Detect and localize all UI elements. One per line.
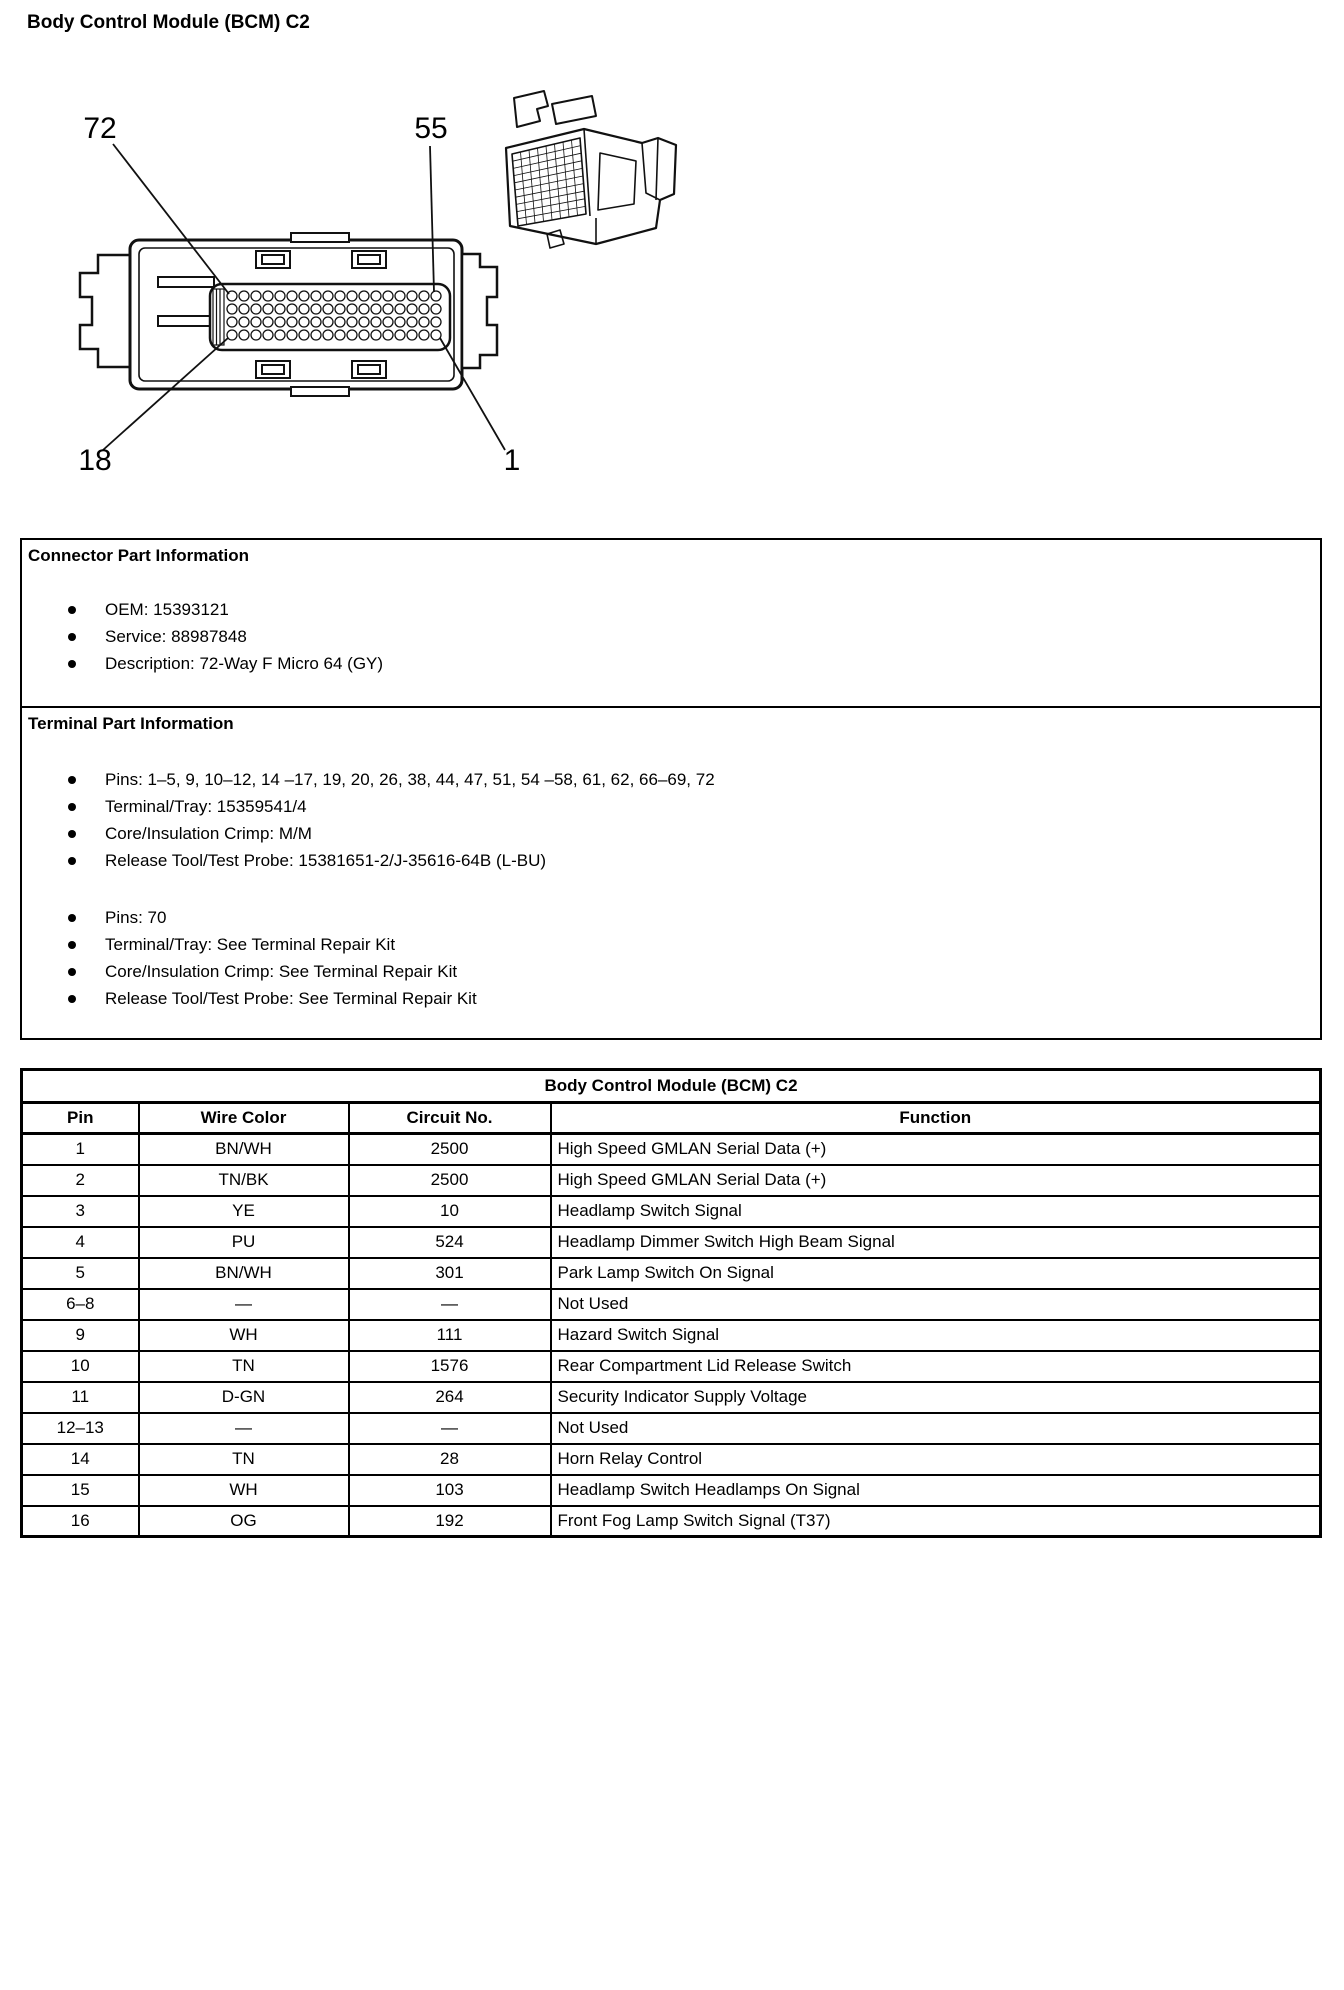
circuit-no-cell: 2500 (349, 1165, 551, 1196)
pinout-table (20, 1068, 1322, 1538)
function-cell: Headlamp Dimmer Switch High Beam Signal (551, 1227, 1321, 1258)
column-header-wire-color: Wire Color (139, 1103, 349, 1134)
circuit-no-cell: 264 (349, 1382, 551, 1413)
table-row (22, 1134, 1321, 1165)
terminal-info-item: Release Tool/Test Probe: See Terminal Repair Kit (22, 985, 1320, 1012)
function-cell: Headlamp Switch Headlamps On Signal (551, 1475, 1321, 1506)
pin-label-18: 18 (78, 444, 112, 477)
terminal-info-item: Terminal/Tray: See Terminal Repair Kit (22, 931, 1320, 958)
function-cell: Security Indicator Supply Voltage (551, 1382, 1321, 1413)
terminal-info-item: Terminal/Tray: 15359541/4 (22, 793, 1320, 820)
circuit-no-cell: 301 (349, 1258, 551, 1289)
pin-cell: 14 (22, 1444, 139, 1475)
table-row (22, 1506, 1321, 1537)
connector-iso-view (506, 91, 676, 248)
function-cell: Horn Relay Control (551, 1444, 1321, 1475)
column-header-function: Function (551, 1103, 1321, 1134)
wire-color-cell: OG (139, 1506, 349, 1537)
function-cell: Not Used (551, 1413, 1321, 1444)
function-cell: High Speed GMLAN Serial Data (+) (551, 1134, 1321, 1165)
connector-info-item: OEM: 15393121 (22, 596, 1320, 623)
terminal-info-item: Core/Insulation Crimp: See Terminal Repair Kit (22, 958, 1320, 985)
pin-cell: 16 (22, 1506, 139, 1537)
function-cell: Hazard Switch Signal (551, 1320, 1321, 1351)
wire-color-cell: YE (139, 1196, 349, 1227)
pin-cell: 1 (22, 1134, 139, 1165)
wire-color-cell: WH (139, 1320, 349, 1351)
pin-cell: 4 (22, 1227, 139, 1258)
wire-color-cell: TN (139, 1351, 349, 1382)
pin-label-55: 55 (414, 112, 448, 145)
column-header-circuit-no: Circuit No. (349, 1103, 551, 1134)
column-header-pin: Pin (22, 1103, 139, 1134)
page-title: Body Control Module (BCM) C2 (27, 12, 310, 33)
table-row (22, 1196, 1321, 1227)
connector-part-info-box (20, 538, 1322, 708)
table-row (22, 1320, 1321, 1351)
connector-diagram (0, 58, 720, 482)
circuit-no-cell: — (349, 1289, 551, 1320)
terminal-part-info-box (20, 708, 1322, 1040)
pin-cell: 5 (22, 1258, 139, 1289)
table-row (22, 1227, 1321, 1258)
pinout-table-title: Body Control Module (BCM) C2 (22, 1070, 1321, 1103)
function-cell: Rear Compartment Lid Release Switch (551, 1351, 1321, 1382)
bottom-center-tab (291, 387, 349, 396)
connector-part-info-title: Connector Part Information (28, 546, 250, 565)
terminal-info-item: Pins: 70 (22, 904, 1320, 931)
left-mounting-bracket (80, 255, 134, 367)
table-title-row (22, 1070, 1321, 1103)
pin-cell: 2 (22, 1165, 139, 1196)
wire-color-cell: WH (139, 1475, 349, 1506)
wire-color-cell: D-GN (139, 1382, 349, 1413)
pin-cell: 15 (22, 1475, 139, 1506)
function-cell: High Speed GMLAN Serial Data (+) (551, 1165, 1321, 1196)
pin-cell: 9 (22, 1320, 139, 1351)
table-row (22, 1475, 1321, 1506)
iso-top-piece (552, 96, 596, 124)
connector-part-info-list (22, 596, 1320, 677)
connector-info-item: Service: 88987848 (22, 623, 1320, 650)
iso-top-clip (514, 91, 548, 127)
right-mounting-bracket (462, 254, 497, 368)
table-row (22, 1289, 1321, 1320)
terminal-info-item: Core/Insulation Crimp: M/M (22, 820, 1320, 847)
wire-color-cell: PU (139, 1227, 349, 1258)
top-center-tab (291, 233, 349, 242)
pinout-table-body (22, 1134, 1321, 1537)
pin-cell: 6–8 (22, 1289, 139, 1320)
terminal-part-info-list-1 (22, 766, 1320, 874)
pin-cell: 12–13 (22, 1413, 139, 1444)
circuit-no-cell: — (349, 1413, 551, 1444)
wire-color-cell: TN (139, 1444, 349, 1475)
pin-label-1: 1 (503, 444, 521, 477)
circuit-no-cell: 28 (349, 1444, 551, 1475)
table-row (22, 1382, 1321, 1413)
pin-field-keyway (213, 289, 224, 345)
column-header-row (22, 1103, 1321, 1134)
function-cell: Front Fog Lamp Switch Signal (T37) (551, 1506, 1321, 1537)
pin-label-72: 72 (83, 112, 117, 145)
pin-cell: 3 (22, 1196, 139, 1227)
circuit-no-cell: 192 (349, 1506, 551, 1537)
terminal-bar-top (158, 277, 214, 287)
pin-cell: 10 (22, 1351, 139, 1382)
wire-color-cell: — (139, 1289, 349, 1320)
circuit-no-cell: 2500 (349, 1134, 551, 1165)
terminal-part-info-title: Terminal Part Information (28, 714, 234, 733)
connector-info-item: Description: 72-Way F Micro 64 (GY) (22, 650, 1320, 677)
connector-front-view (80, 233, 497, 396)
terminal-bar-bottom (158, 316, 214, 326)
terminal-info-item: Pins: 1–5, 9, 10–12, 14 –17, 19, 20, 26, 38, 44, 47, 51, 54 –58, 61, 62, 66–69, 72 (22, 766, 1320, 793)
function-cell: Headlamp Switch Signal (551, 1196, 1321, 1227)
table-row (22, 1258, 1321, 1289)
table-row (22, 1165, 1321, 1196)
circuit-no-cell: 103 (349, 1475, 551, 1506)
function-cell: Not Used (551, 1289, 1321, 1320)
terminal-part-info-list-2 (22, 904, 1320, 1012)
wire-color-cell: — (139, 1413, 349, 1444)
circuit-no-cell: 10 (349, 1196, 551, 1227)
pin-cell: 11 (22, 1382, 139, 1413)
table-row (22, 1413, 1321, 1444)
circuit-no-cell: 524 (349, 1227, 551, 1258)
circuit-no-cell: 111 (349, 1320, 551, 1351)
wire-color-cell: BN/WH (139, 1258, 349, 1289)
wire-color-cell: TN/BK (139, 1165, 349, 1196)
diagram-canvas (0, 58, 720, 482)
wire-color-cell: BN/WH (139, 1134, 349, 1165)
table-row (22, 1444, 1321, 1475)
terminal-info-item: Release Tool/Test Probe: 15381651-2/J-35616-64B (L-BU) (22, 847, 1320, 874)
table-row (22, 1351, 1321, 1382)
function-cell: Park Lamp Switch On Signal (551, 1258, 1321, 1289)
circuit-no-cell: 1576 (349, 1351, 551, 1382)
